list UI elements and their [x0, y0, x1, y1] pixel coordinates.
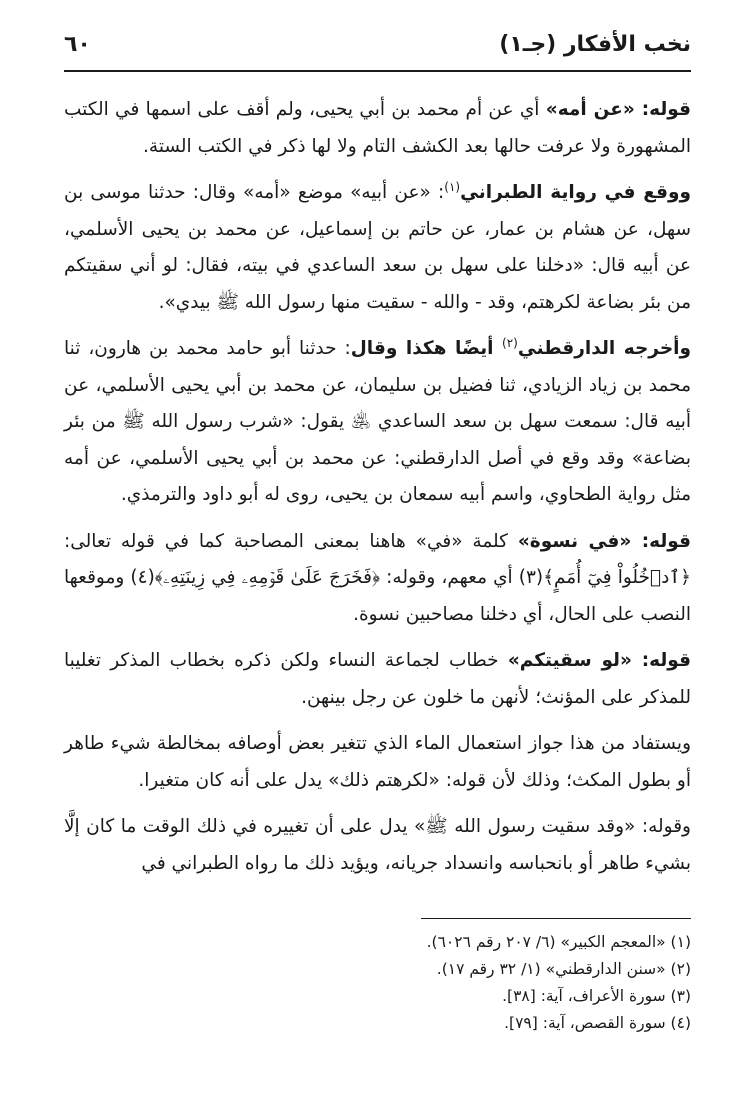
paragraph-lead: وأخرجه الدارقطني: [517, 338, 691, 359]
paragraph-lead: قوله: «عن أمه»: [545, 99, 691, 120]
footnote-3: (٣) سورة الأعراف، آية: [٣٨].: [502, 987, 691, 1005]
paragraph-lead-continued: أيضًا هكذا وقال: [350, 338, 503, 359]
paragraph-text: خطاب لجماعة النساء ولكن ذكره بخطاب المذكر تغليبا للمذكر على المؤنث؛ لأنهن ما خلون عن رجل بينهن.: [64, 650, 691, 708]
paragraph-lead: ووقع في رواية الطبراني: [460, 182, 691, 203]
footnote-4: (٤) سورة القصص، آية: [٧٩].: [504, 1014, 691, 1032]
paragraph-text: كلمة «في» هاهنا بمعنى المصاحبة كما في قوله تعالى: ﴿ٱدۡخُلُواْ فِيٓ أُمَمٍ﴾(٣) أي معهم، وقوله: ﴿فَخَرَجَ عَلَىٰ قَوۡمِهِۦ فِي زِينَتِهِۦ﴾(٤) وموقعها النصب على الحال، أي دخلنا مصاحبين نسوة.: [64, 530, 691, 625]
paragraph-6: [64, 726, 691, 799]
footnote-mark: (٢): [502, 335, 518, 350]
paragraph-text: : حدثنا أبو حامد محمد بن هارون، ثنا محمد بن زياد الزيادي، ثنا فضيل بن سليمان، عن محمد بن أبي يحيى الأسلمي، عن أبيه قال: سمعت سهل بن سعد الساعدي ﵁ يقول: «شرب رسول الله ﷺ من بئر بضاعة» وقد وقع في أصل الدارقطني: عن محمد بن أبي يحيى الأسلمي، عن أمه مثل رواية الطحاوي، واسم أبيه سمعان بن يحيى، روى له أبو داود والترمذي.: [64, 338, 691, 505]
paragraph-lead: قوله: «في نسوة»: [517, 530, 691, 552]
footnote-divider: [421, 918, 691, 919]
running-header: [64, 28, 691, 72]
footnote-1: (١) «المعجم الكبير» (٦/ ٢٠٧ رقم ٦٠٢٦).: [426, 933, 691, 951]
paragraph-4: [64, 524, 691, 634]
book-title: نخب الأفكار (جـ١): [499, 32, 691, 57]
paragraph-lead: قوله: «لو سقيتكم»: [507, 650, 692, 671]
paragraph-text: أي عن أم محمد بن أبي يحيى، ولم أقف على اسمها في الكتب المشهورة ولا عرفت حالها بعد الكشف التام ولا لها ذكر في الكتب الستة.: [64, 99, 691, 157]
paragraph-2: [64, 175, 691, 321]
footnote-mark: (١): [444, 179, 461, 194]
paragraph-7: [64, 809, 691, 882]
paragraph-5: [64, 643, 691, 716]
paragraph-3: [64, 331, 691, 514]
footnotes: [64, 918, 691, 1037]
main-text: [64, 92, 691, 892]
page-number: ٦٠: [64, 32, 91, 57]
paragraph-text: وقوله: «وقد سقيت رسول الله ﷺ» يدل على أن تغييره في ذلك الوقت ما كان إلَّا بشيء طاهر أو بانحباسه وانسداد جريانه، ويؤيد ذلك ما رواه الطبراني في: [64, 816, 691, 874]
footnote-2: (٢) «سنن الدارقطني» (١/ ٣٢ رقم ١٧).: [436, 960, 691, 978]
paragraph-text: ويستفاد من هذا جواز استعمال الماء الذي تتغير بعض أوصافه بمخالطة شيء طاهر أو بطول المكث؛ وذلك لأن قوله: «لكرهتم ذلك» يدل على أنه كان متغيرا.: [64, 733, 691, 791]
paragraph-1: [64, 92, 691, 165]
paragraph-text: : «عن أبيه» موضع «أمه» وقال: حدثنا موسى بن سهل، عن هشام بن عمار، عن حاتم بن إسماعيل، عن محمد بن يحيى الأسلمي، عن أبيه قال: «دخلنا على سهل بن سعد الساعدي في بيته، فقال: لو أني سقيتكم من بئر بضاعة لكرهتم، وقد - والله - سقيت منها رسول الله ﷺ بيدي».: [64, 182, 691, 313]
